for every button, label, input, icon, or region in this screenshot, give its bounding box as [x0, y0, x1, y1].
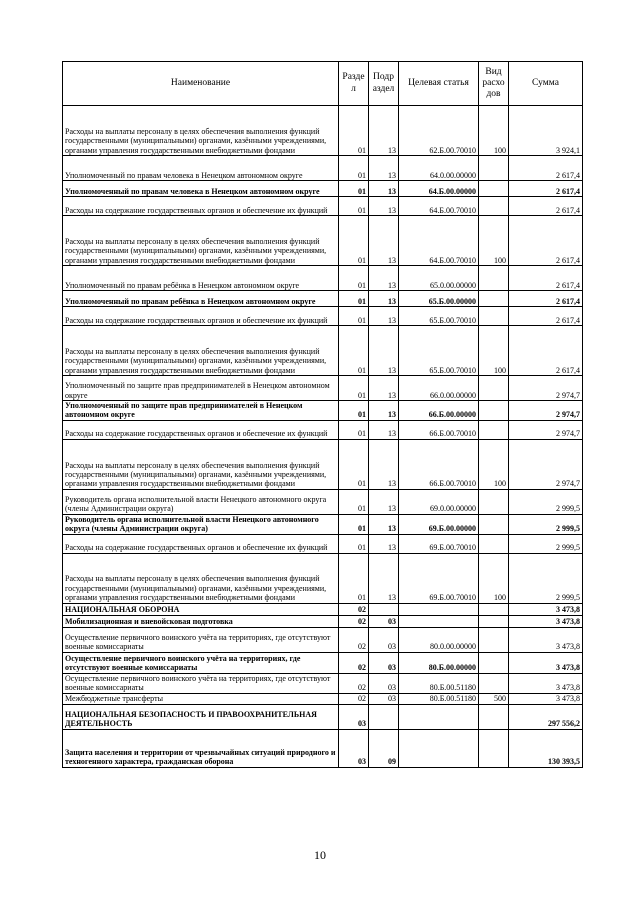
table-row	[63, 326, 583, 376]
cell-vr	[479, 376, 509, 401]
cell-pr: 03	[369, 673, 399, 693]
cell-pr: 13	[369, 106, 399, 156]
cell-rz: 02	[339, 615, 369, 627]
cell-sum: 2 974,7	[509, 376, 583, 401]
cell-vr: 100	[479, 553, 509, 603]
cell-cs	[399, 615, 479, 627]
cell-cs: 62.Б.00.70010	[399, 106, 479, 156]
cell-sum: 3 473,8	[509, 693, 583, 704]
cell-rz: 01	[339, 307, 369, 326]
cell-name: Уполномоченный по правам ребёнка в Ненецком автономном округе	[63, 291, 339, 307]
cell-rz: 01	[339, 489, 369, 514]
cell-vr	[479, 197, 509, 216]
cell-sum: 2 974,7	[509, 439, 583, 489]
header-vid: Вид расхо дов	[479, 62, 509, 106]
cell-vr	[479, 181, 509, 197]
cell-cs: 65.Б.00.70010	[399, 326, 479, 376]
page-number: 10	[314, 848, 326, 862]
cell-pr: 13	[369, 401, 399, 421]
cell-rz: 01	[339, 401, 369, 421]
cell-name: Уполномоченный по правам ребёнка в Ненецком автономном округе	[63, 266, 339, 291]
cell-rz: 01	[339, 291, 369, 307]
cell-cs	[399, 603, 479, 615]
table-row	[63, 693, 583, 704]
cell-pr: 13	[369, 439, 399, 489]
cell-rz: 01	[339, 197, 369, 216]
table-row	[63, 420, 583, 439]
table-row	[63, 652, 583, 673]
cell-cs: 80.Б.00.00000	[399, 652, 479, 673]
cell-cs: 80.Б.00.51180	[399, 673, 479, 693]
table-row	[63, 627, 583, 652]
cell-rz: 01	[339, 420, 369, 439]
cell-name: Межбюджетные трансферты	[63, 693, 339, 704]
cell-pr: 13	[369, 553, 399, 603]
table-row	[63, 266, 583, 291]
cell-pr: 13	[369, 197, 399, 216]
cell-pr: 13	[369, 266, 399, 291]
cell-cs: 65.Б.00.70010	[399, 307, 479, 326]
cell-name: Уполномоченный по правам человека в Ненецком автономном округе	[63, 181, 339, 197]
table-row	[63, 704, 583, 729]
cell-sum: 3 473,8	[509, 603, 583, 615]
cell-sum: 2 617,4	[509, 326, 583, 376]
cell-sum: 2 617,4	[509, 307, 583, 326]
cell-sum: 2 999,5	[509, 514, 583, 534]
cell-vr	[479, 627, 509, 652]
cell-cs: 69.Б.00.70010	[399, 534, 479, 553]
table-row	[63, 489, 583, 514]
cell-sum: 2 617,4	[509, 266, 583, 291]
cell-pr: 13	[369, 376, 399, 401]
cell-vr	[479, 615, 509, 627]
cell-cs: 66.Б.00.70010	[399, 420, 479, 439]
table-row	[63, 673, 583, 693]
cell-vr: 500	[479, 693, 509, 704]
table-row	[63, 216, 583, 266]
header-razdel: Разде л	[339, 62, 369, 106]
cell-sum: 2 974,7	[509, 420, 583, 439]
cell-cs: 64.0.00.00000	[399, 156, 479, 181]
cell-cs: 64.Б.00.00000	[399, 181, 479, 197]
cell-sum: 3 473,8	[509, 627, 583, 652]
cell-pr: 13	[369, 291, 399, 307]
cell-cs: 65.Б.00.00000	[399, 291, 479, 307]
table-row	[63, 439, 583, 489]
table-row	[63, 401, 583, 421]
cell-pr: 03	[369, 693, 399, 704]
header-podrazdel: Подр аздел	[369, 62, 399, 106]
cell-vr	[479, 156, 509, 181]
cell-name: Расходы на выплаты персоналу в целях обеспечения выполнения функций государственными (муниципальными) органами, казёнными учреждениями, органами управления государственными внебюджетными фондами	[63, 326, 339, 376]
cell-vr	[479, 514, 509, 534]
cell-name: Расходы на содержание государственных органов и обеспечение их функций	[63, 420, 339, 439]
table-row	[63, 553, 583, 603]
table-row	[63, 307, 583, 326]
cell-cs: 65.0.00.00000	[399, 266, 479, 291]
cell-name: Осуществление первичного воинского учёта на территориях, где отсутствуют военные комиссариаты	[63, 673, 339, 693]
cell-rz: 01	[339, 534, 369, 553]
cell-vr: 100	[479, 439, 509, 489]
cell-rz: 02	[339, 603, 369, 615]
cell-sum: 2 999,5	[509, 534, 583, 553]
cell-vr	[479, 534, 509, 553]
cell-name: Расходы на выплаты персоналу в целях обеспечения выполнения функций государственными (муниципальными) органами, казёнными учреждениями, органами управления государственными внебюджетными фондами	[63, 106, 339, 156]
table-row	[63, 534, 583, 553]
table-row	[63, 156, 583, 181]
header-sum: Сумма	[509, 62, 583, 106]
cell-vr	[479, 729, 509, 767]
cell-sum: 2 617,4	[509, 291, 583, 307]
cell-vr	[479, 420, 509, 439]
table-row	[63, 729, 583, 767]
cell-pr: 03	[369, 652, 399, 673]
cell-sum: 2 617,4	[509, 181, 583, 197]
cell-name: Уполномоченный по правам человека в Ненецком автономном округе	[63, 156, 339, 181]
cell-sum: 2 999,5	[509, 489, 583, 514]
cell-rz: 02	[339, 627, 369, 652]
cell-vr	[479, 307, 509, 326]
cell-cs: 66.0.00.00000	[399, 376, 479, 401]
cell-pr: 13	[369, 514, 399, 534]
cell-vr	[479, 489, 509, 514]
table-row	[63, 615, 583, 627]
cell-rz: 01	[339, 326, 369, 376]
cell-rz: 01	[339, 181, 369, 197]
cell-sum: 2 617,4	[509, 156, 583, 181]
cell-cs	[399, 704, 479, 729]
cell-pr: 13	[369, 216, 399, 266]
cell-rz: 02	[339, 693, 369, 704]
cell-vr: 100	[479, 106, 509, 156]
cell-name: НАЦИОНАЛЬНАЯ БЕЗОПАСНОСТЬ И ПРАВООХРАНИТЕЛЬНАЯ ДЕЯТЕЛЬНОСТЬ	[63, 704, 339, 729]
cell-sum: 3 924,1	[509, 106, 583, 156]
cell-name: НАЦИОНАЛЬНАЯ ОБОРОНА	[63, 603, 339, 615]
cell-pr: 13	[369, 420, 399, 439]
cell-sum: 3 473,8	[509, 615, 583, 627]
header-name: Наименование	[63, 62, 339, 106]
cell-pr: 13	[369, 326, 399, 376]
cell-rz: 02	[339, 673, 369, 693]
cell-pr: 13	[369, 307, 399, 326]
cell-rz: 03	[339, 729, 369, 767]
cell-name: Расходы на содержание государственных органов и обеспечение их функций	[63, 197, 339, 216]
cell-name: Расходы на содержание государственных органов и обеспечение их функций	[63, 307, 339, 326]
cell-sum: 130 393,5	[509, 729, 583, 767]
cell-name: Расходы на выплаты персоналу в целях обеспечения выполнения функций государственными (муниципальными) органами, казёнными учреждениями, органами управления государственными внебюджетными фондами	[63, 439, 339, 489]
cell-pr: 03	[369, 627, 399, 652]
cell-cs: 64.Б.00.70010	[399, 197, 479, 216]
cell-name: Руководитель органа исполнительной власти Ненецкого автономного округа (члены Администрации округа)	[63, 514, 339, 534]
cell-cs: 66.Б.00.70010	[399, 439, 479, 489]
cell-cs: 69.Б.00.70010	[399, 553, 479, 603]
cell-vr: 100	[479, 326, 509, 376]
cell-cs: 69.0.00.00000	[399, 489, 479, 514]
cell-cs: 69.Б.00.00000	[399, 514, 479, 534]
cell-vr	[479, 401, 509, 421]
cell-pr: 03	[369, 615, 399, 627]
cell-rz: 01	[339, 439, 369, 489]
cell-pr: 13	[369, 489, 399, 514]
cell-vr	[479, 673, 509, 693]
header-target: Целевая статья	[399, 62, 479, 106]
cell-vr	[479, 652, 509, 673]
table-row	[63, 514, 583, 534]
cell-rz: 02	[339, 652, 369, 673]
cell-sum: 297 556,2	[509, 704, 583, 729]
cell-cs: 66.Б.00.00000	[399, 401, 479, 421]
cell-rz: 01	[339, 106, 369, 156]
cell-rz: 01	[339, 266, 369, 291]
cell-name: Осуществление первичного воинского учёта на территориях, где отсутствуют военные комиссариаты	[63, 652, 339, 673]
cell-rz: 01	[339, 553, 369, 603]
cell-name: Уполномоченный по защите прав предпринимателей в Ненецком автономном округе	[63, 401, 339, 421]
cell-name: Руководитель органа исполнительной власти Ненецкого автономного округа (члены Администрации округа)	[63, 489, 339, 514]
table-row	[63, 291, 583, 307]
cell-vr: 100	[479, 216, 509, 266]
cell-pr: 13	[369, 156, 399, 181]
table-body	[63, 106, 583, 768]
table-row	[63, 603, 583, 615]
cell-pr: 09	[369, 729, 399, 767]
cell-sum: 2 617,4	[509, 216, 583, 266]
budget-table	[62, 61, 583, 768]
cell-sum: 2 617,4	[509, 197, 583, 216]
cell-name: Осуществление первичного воинского учёта на территориях, где отсутствуют военные комиссариаты	[63, 627, 339, 652]
cell-name: Расходы на содержание государственных органов и обеспечение их функций	[63, 534, 339, 553]
cell-cs: 64.Б.00.70010	[399, 216, 479, 266]
table-row	[63, 197, 583, 216]
cell-name: Мобилизационная и вневойсковая подготовка	[63, 615, 339, 627]
cell-name: Расходы на выплаты персоналу в целях обеспечения выполнения функций государственными (муниципальными) органами, казёнными учреждениями, органами управления государственными внебюджетными фондами	[63, 553, 339, 603]
cell-vr	[479, 603, 509, 615]
cell-name: Уполномоченный по защите прав предпринимателей в Ненецком автономном округе	[63, 376, 339, 401]
cell-sum: 3 473,8	[509, 652, 583, 673]
cell-pr	[369, 704, 399, 729]
table-row	[63, 376, 583, 401]
cell-pr	[369, 603, 399, 615]
cell-cs	[399, 729, 479, 767]
cell-cs: 80.Б.00.51180	[399, 693, 479, 704]
cell-sum: 2 974,7	[509, 401, 583, 421]
cell-rz: 01	[339, 216, 369, 266]
cell-sum: 2 999,5	[509, 553, 583, 603]
cell-pr: 13	[369, 534, 399, 553]
cell-sum: 3 473,8	[509, 673, 583, 693]
cell-rz: 01	[339, 514, 369, 534]
cell-cs: 80.0.00.00000	[399, 627, 479, 652]
cell-vr	[479, 704, 509, 729]
cell-vr	[479, 266, 509, 291]
table-row	[63, 181, 583, 197]
cell-pr: 13	[369, 181, 399, 197]
cell-name: Расходы на выплаты персоналу в целях обеспечения выполнения функций государственными (муниципальными) органами, казёнными учреждениями, органами управления государственными внебюджетными фондами	[63, 216, 339, 266]
cell-rz: 01	[339, 156, 369, 181]
cell-name: Защита населения и территории от чрезвычайных ситуаций природного и техногенного характера, гражданская оборона	[63, 729, 339, 767]
table-row	[63, 106, 583, 156]
cell-rz: 03	[339, 704, 369, 729]
cell-rz: 01	[339, 376, 369, 401]
header-row	[63, 62, 583, 106]
cell-vr	[479, 291, 509, 307]
